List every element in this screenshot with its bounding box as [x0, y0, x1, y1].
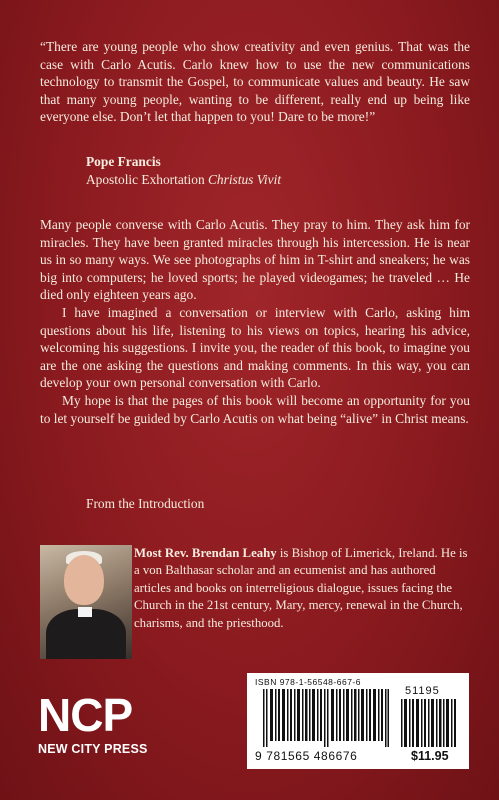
- paragraph: Many people converse with Carlo Acutis. They pray to him. They ask him for miracles. They have been granted miracles through his intercession. He is near us in so many ways. We see photographs of him in T-shirt and sneakers; he was big into computers; he loved sports; he played videogames; he traveled … He died only eighteen years ago.: [40, 217, 470, 303]
- quote-text: “There are young people who show creativity and even genius. That was the case with Carlo Acutis. Carlo knew how to use the new communications technology to transmit the Gospel, to communicate values and beauty. He saw that many young people, wanting to be different, really end up being like everyone else. Don’t let that happen to you! Dare to be more!”: [40, 39, 470, 125]
- price: $11.95: [411, 749, 449, 763]
- barcode: [247, 673, 469, 769]
- paragraph: I have imagined a conversation or interview with Carlo, asking him questions about his life, listening to his views on topics, hearing his advice, welcoming his suggestions. I invite you, the reader of this book, to imagine you are the one asking the questions and making comments. In this way, you can develop your own personal conversation with Carlo.: [40, 304, 470, 391]
- author-bio-text: is Bishop of Limerick, Ireland. He is a von Balthasar scholar and an ecumenist and has authored articles and books on interreligious dialogue, issues facing the Church in the 21st century, Mary, mercy, renewal in the Church, charisms, and the priesthood.: [134, 546, 468, 630]
- publisher-name: NEW CITY PRESS: [38, 742, 148, 756]
- introduction-excerpt: [40, 216, 470, 427]
- quote-author: Pope Francis: [86, 154, 161, 169]
- isbn-label: ISBN 978-1-56548-667-6: [255, 677, 361, 687]
- author-photo-collar: [78, 607, 92, 617]
- barcode-bars: [263, 689, 389, 747]
- quote-source-title: Christus Vivit: [208, 172, 282, 187]
- publisher-logo-mark: NCP: [38, 689, 133, 741]
- author-name: Most Rev. Brendan Leahy: [134, 546, 277, 560]
- quote-attribution: [86, 153, 281, 189]
- publisher-logo: [38, 689, 168, 756]
- price-code: 51195: [405, 685, 440, 697]
- author-photo-face: [64, 555, 104, 605]
- quote-source: [86, 171, 281, 189]
- isbn-digits: 9 781565 486676: [255, 749, 358, 763]
- author-photo: [40, 545, 132, 659]
- back-cover-quote: [40, 38, 470, 126]
- price-barcode-bars: [401, 699, 457, 747]
- author-bio: [134, 545, 470, 632]
- quote-source-prefix: Apostolic Exhortation: [86, 172, 205, 187]
- excerpt-source: From the Introduction: [86, 496, 205, 511]
- paragraph: My hope is that the pages of this book will become an opportunity for you to let yourself be guided by Carlo Acutis on what being “alive” in Christ means.: [40, 392, 470, 426]
